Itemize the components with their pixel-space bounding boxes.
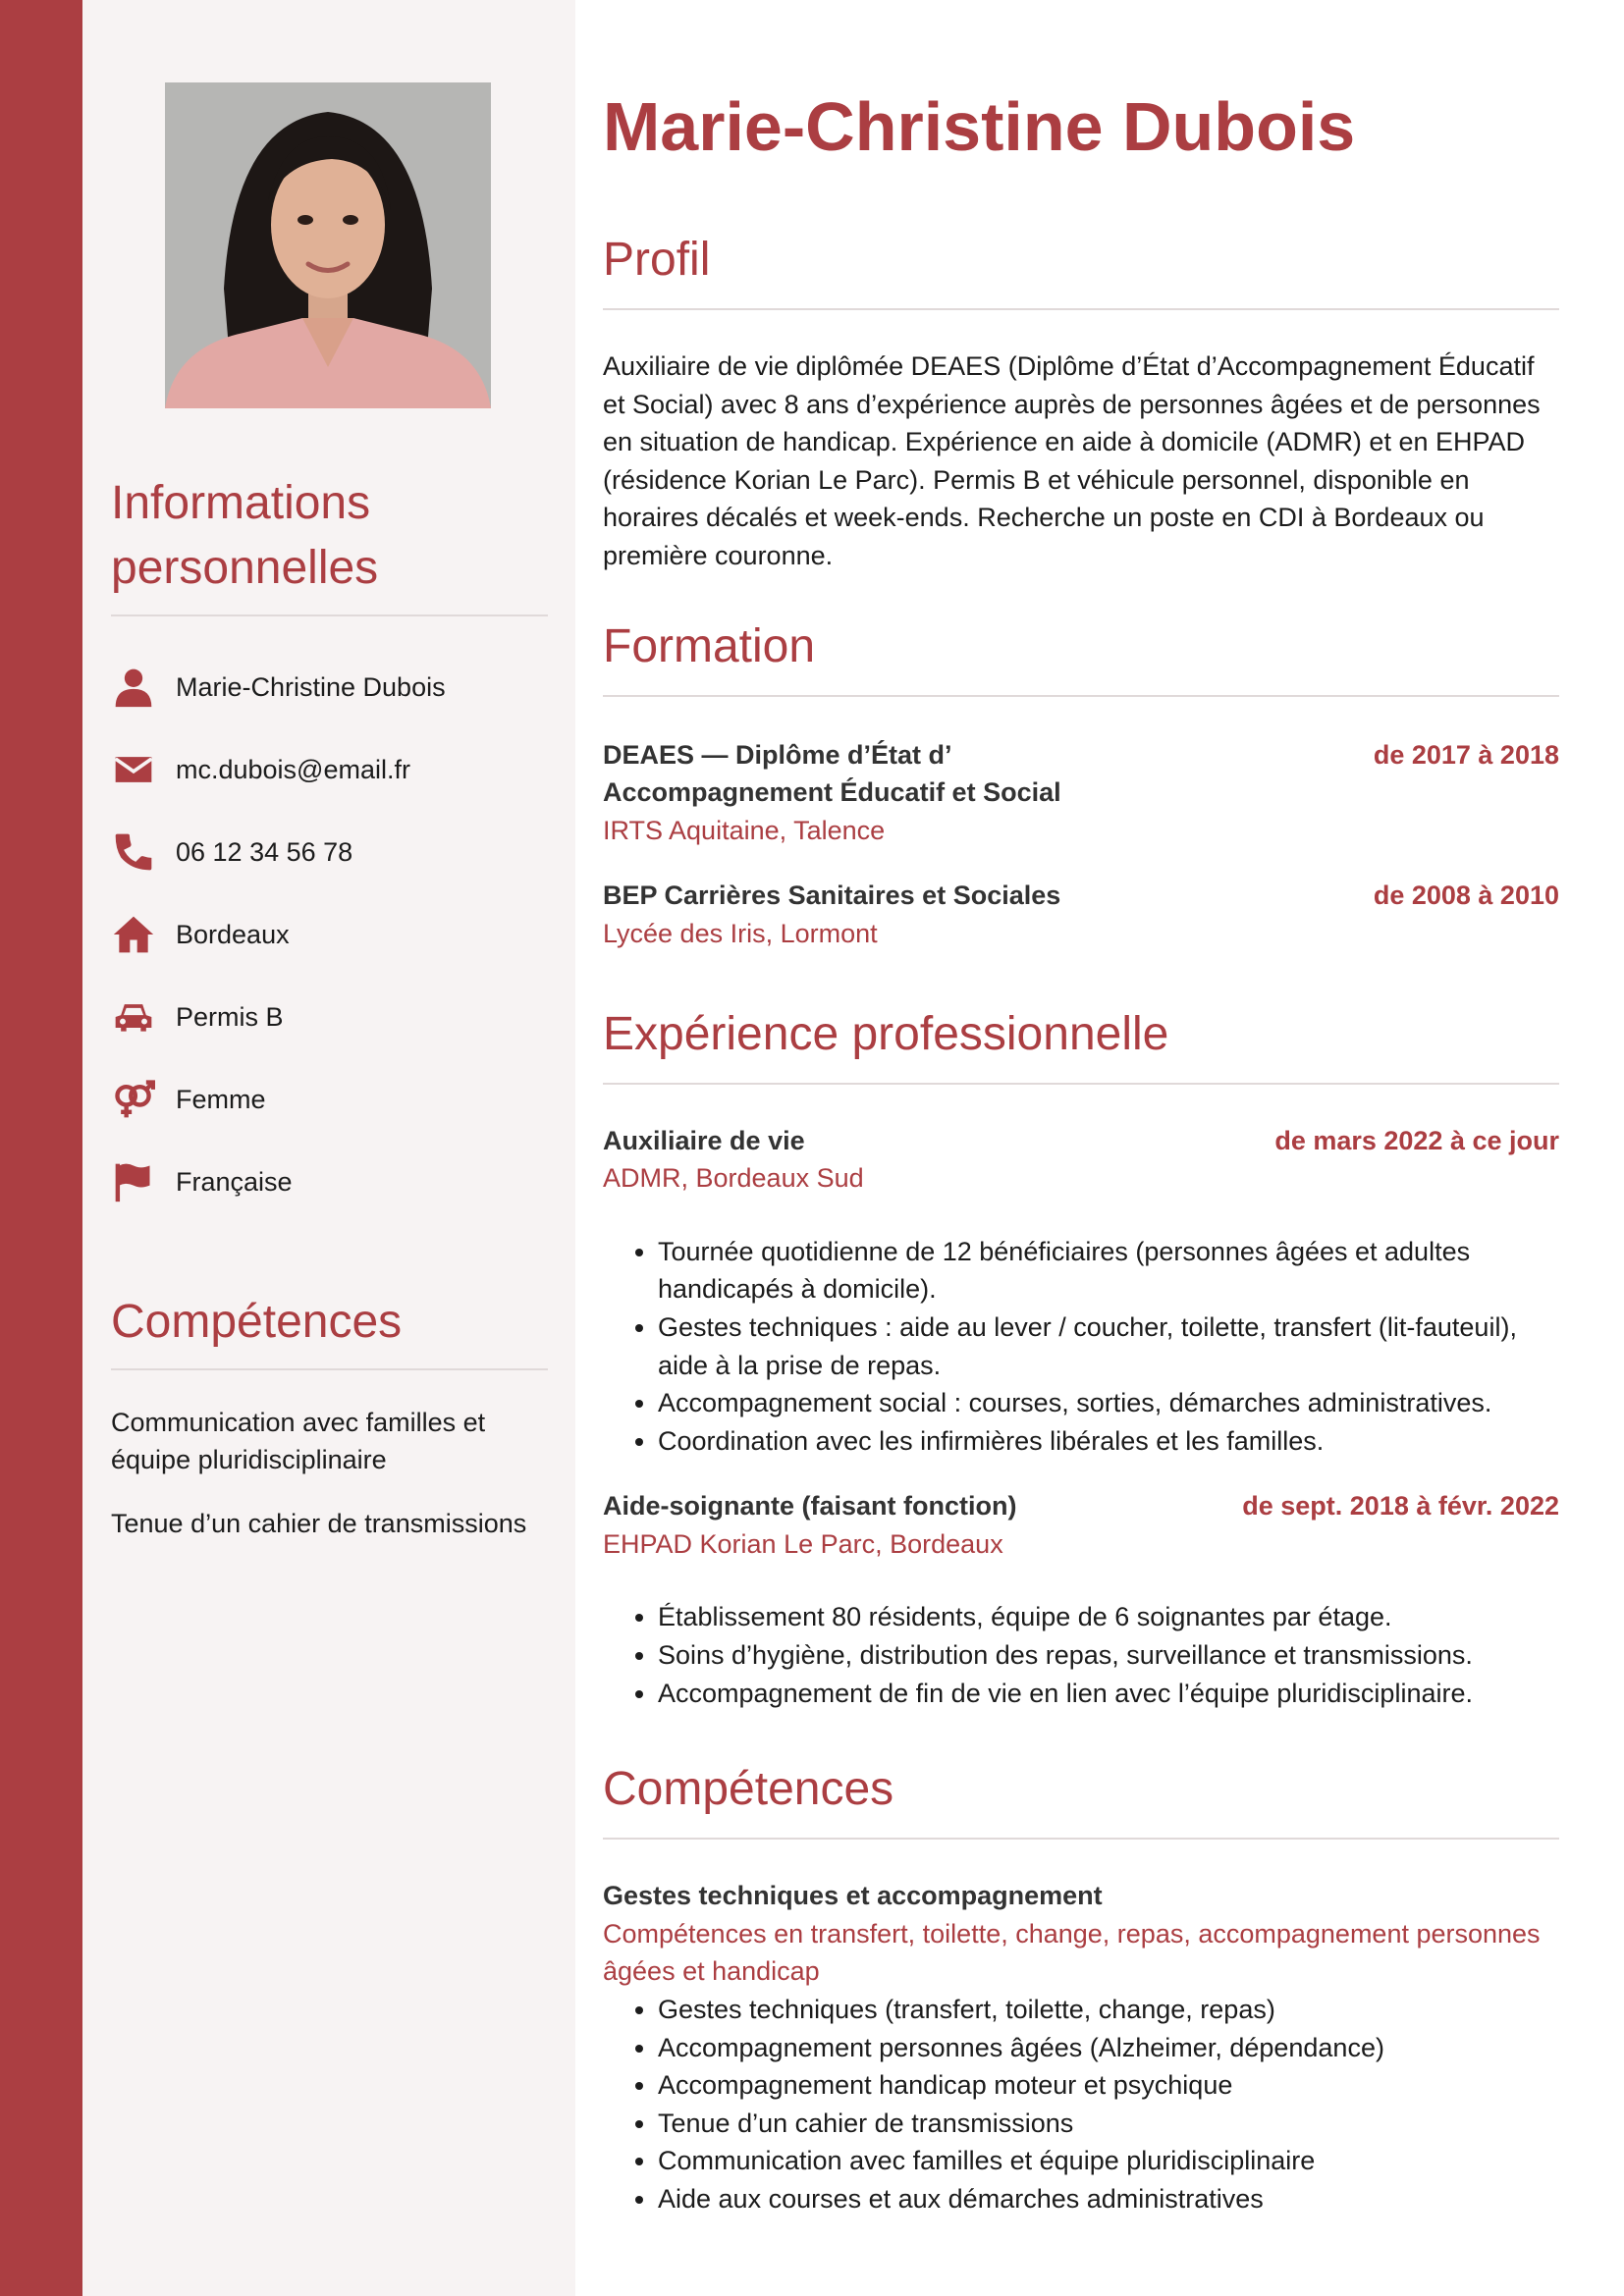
list-item: • Accompagnement social : courses, sorties, démarches administratives. (658, 1384, 1559, 1422)
info-list (111, 646, 548, 1223)
list-item: • Tenue d’un cahier de transmissions (658, 2105, 1559, 2143)
list-item: • Gestes techniques : aide au lever / coucher, toilette, transfert (lit-fauteuil), aide à la prise de repas. (658, 1308, 1559, 1384)
divider (111, 614, 548, 616)
divider (603, 695, 1559, 697)
list-item: • Soins d’hygiène, distribution des repas, surveillance et transmissions. (658, 1636, 1559, 1675)
bullet-list (603, 1233, 1559, 1461)
education-entry (603, 877, 1559, 952)
info-text: 06 12 34 56 78 (176, 836, 353, 867)
info-item-email (111, 728, 548, 811)
envelope-icon (111, 747, 156, 792)
info-item-license (111, 976, 548, 1058)
flag-icon (111, 1159, 156, 1204)
entry-title: Auxiliaire de vie (603, 1125, 805, 1155)
bullet-list (603, 1598, 1559, 1712)
list-item: • Coordination avec les infirmières libérales et les familles. (658, 1422, 1559, 1461)
entry-date: de 2017 à 2018 (1373, 739, 1559, 770)
education-entry (603, 736, 1559, 850)
accent-stripe (0, 0, 82, 2296)
experience-section (603, 1002, 1559, 1713)
list-item: • Accompagnement personnes âgées (Alzheimer, dépendance) (658, 2029, 1559, 2067)
list-item: • Établissement 80 résidents, équipe de 6 soignantes par étage. (658, 1598, 1559, 1636)
sidebar-content (111, 471, 548, 1569)
list-item: • Gestes techniques (transfert, toilette, change, repas) (658, 1991, 1559, 2029)
info-heading: Informations personnelles (111, 477, 379, 594)
main-content (603, 77, 1559, 2218)
portrait-illustration (165, 82, 491, 408)
entry-place: IRTS Aquitaine, Talence (603, 815, 886, 845)
car-icon (111, 994, 156, 1040)
divider (111, 1368, 548, 1370)
info-text: Marie-Christine Dubois (176, 671, 446, 702)
sidebar-skill-item: Tenue d’un cahier de transmissions (111, 1509, 527, 1538)
entry-place: ADMR, Bordeaux Sud (603, 1163, 864, 1194)
entry-place: Lycée des Iris, Lormont (603, 918, 878, 948)
skills-group-subtitle: Compétences en transfert, toilette, change, repas, accompagnement personnes âgées et handicap (603, 1918, 1541, 1987)
list-item: • Accompagnement de fin de vie en lien avec l’équipe pluridisciplinaire. (658, 1675, 1559, 1713)
section-heading: Compétences (603, 1763, 894, 1816)
entry-title: BEP Carrières Sanitaires et Sociales (603, 881, 1061, 911)
info-item-name (111, 646, 548, 728)
info-text: mc.dubois@email.fr (176, 754, 410, 784)
profile-text: Auxiliaire de vie diplômée DEAES (Diplôme d’État d’Accompagnement Éducatif et Social) avec 8 ans d’expérience auprès de personnes âgées et de personnes en situation de handicap. Expérience en aide à domicile (ADMR) et en EHPAD (résidence Korian Le Parc). Permis B et véhicule personnel, disponible en horaires décalés et week-ends. Recherche un poste en CDI à Bordeaux ou première couronne. (603, 351, 1541, 570)
entry-date: de mars 2022 à ce jour (1274, 1125, 1559, 1155)
list-item: • Tournée quotidienne de 12 bénéficiaires (personnes âgées et adultes handicapés à domicile). (658, 1233, 1559, 1308)
skills-group (603, 1877, 1559, 2217)
divider (603, 1083, 1559, 1085)
gender-icon (111, 1077, 156, 1122)
info-item-gender (111, 1058, 548, 1141)
skills-group-title: Gestes techniques et accompagnement (603, 1881, 1103, 1911)
info-item-city (111, 893, 548, 976)
section-heading: Formation (603, 619, 816, 672)
experience-entry (603, 1122, 1559, 1461)
info-text: Française (176, 1166, 293, 1197)
profile-section (603, 228, 1559, 575)
section-heading: Profil (603, 234, 711, 286)
section-heading: Expérience professionnelle (603, 1007, 1169, 1060)
info-text: Femme (176, 1084, 266, 1114)
entry-title: DEAES — Diplôme d’État d’ Accompagnement Éducatif et Social (603, 739, 1061, 808)
profile-photo (165, 82, 491, 408)
info-item-phone (111, 811, 548, 893)
bullet-list (603, 1991, 1559, 2218)
divider (603, 308, 1559, 310)
experience-entry (603, 1487, 1559, 1712)
info-text: Permis B (176, 1001, 284, 1032)
skills-section (603, 1757, 1559, 2217)
page-title: Marie-Christine Dubois (603, 88, 1356, 165)
phone-icon (111, 829, 156, 875)
home-icon (111, 912, 156, 957)
sidebar-skills-heading: Compétences (111, 1296, 403, 1348)
sidebar-skill-item: Communication avec familles et équipe pluridisciplinaire (111, 1408, 486, 1474)
list-item: • Accompagnement handicap moteur et psychique (658, 2066, 1559, 2105)
education-section (603, 614, 1559, 953)
info-item-nationality (111, 1141, 548, 1223)
entry-date: de 2008 à 2010 (1373, 881, 1559, 911)
sidebar-skill-list (111, 1404, 548, 1542)
divider (603, 1838, 1559, 1840)
list-item: • Communication avec familles et équipe pluridisciplinaire (658, 2142, 1559, 2180)
entry-title: Aide-soignante (faisant fonction) (603, 1491, 1017, 1522)
info-text: Bordeaux (176, 919, 290, 949)
entry-place: EHPAD Korian Le Parc, Bordeaux (603, 1528, 1003, 1559)
list-item: • Aide aux courses et aux démarches administratives (658, 2180, 1559, 2218)
user-icon (111, 665, 156, 710)
entry-date: de sept. 2018 à févr. 2022 (1242, 1491, 1559, 1522)
